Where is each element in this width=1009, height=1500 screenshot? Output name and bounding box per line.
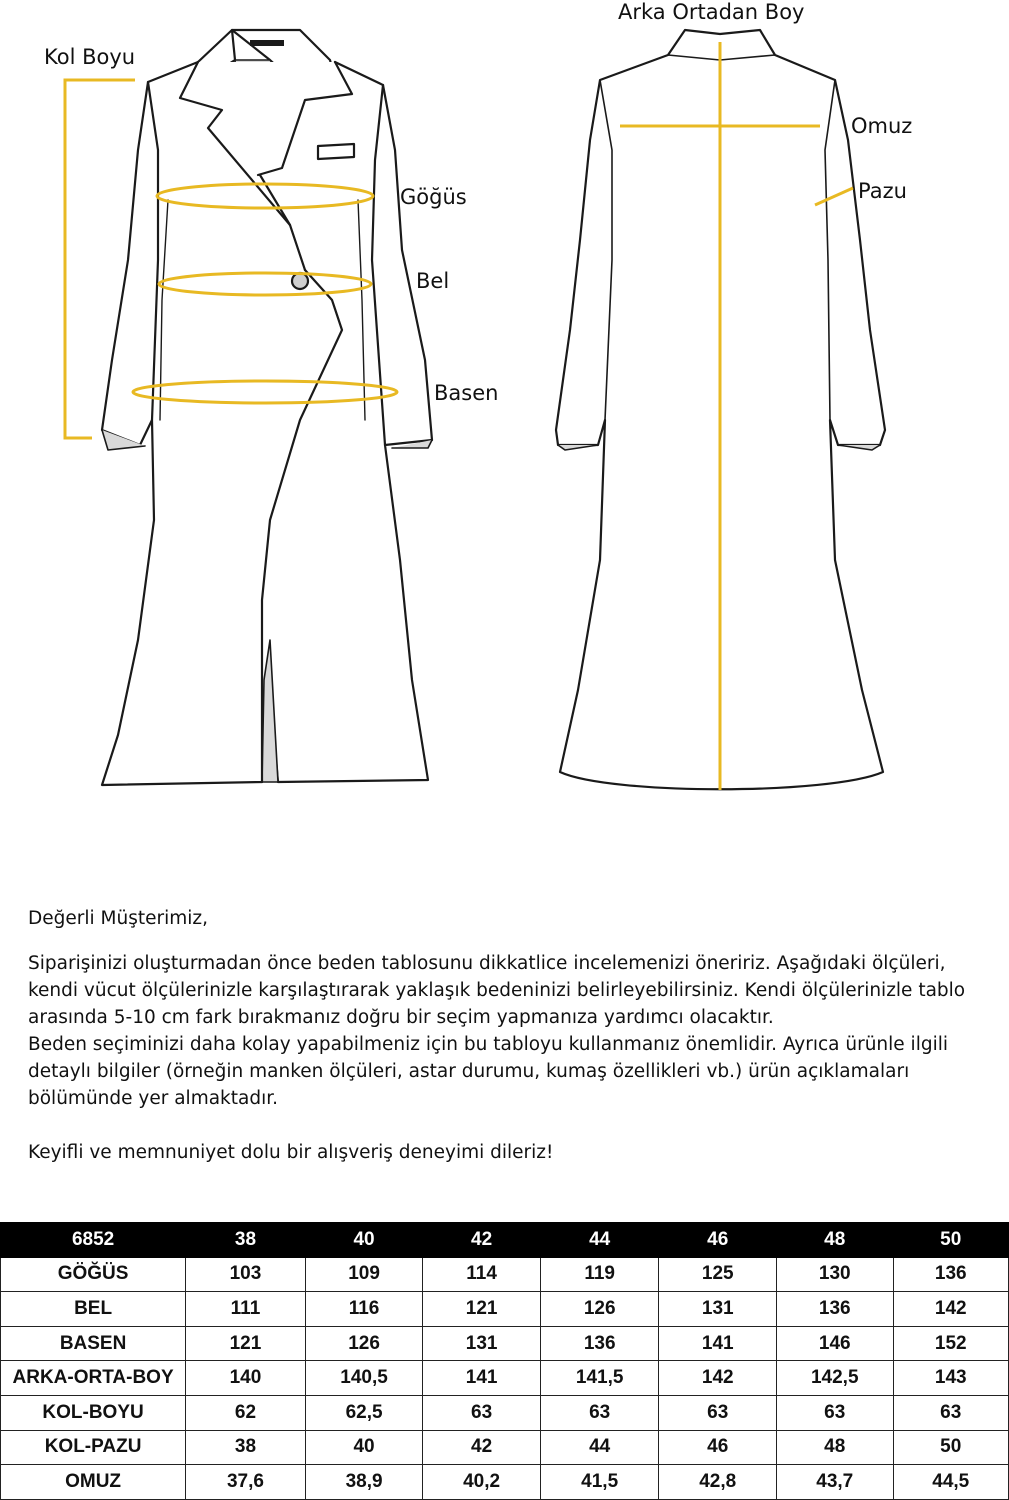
table-row xyxy=(1,1430,1009,1465)
table-cell: 111 xyxy=(186,1292,306,1327)
table-cell: 131 xyxy=(659,1292,777,1327)
size-chart-table xyxy=(0,1222,1009,1500)
table-cell: 126 xyxy=(305,1326,423,1361)
table-cell: 62 xyxy=(186,1395,306,1430)
row-label-cell: OMUZ xyxy=(1,1465,186,1500)
table-cell: 141 xyxy=(659,1326,777,1361)
header-cell: 42 xyxy=(423,1223,541,1258)
table-cell: 143 xyxy=(893,1361,1009,1396)
table-cell: 38,9 xyxy=(305,1465,423,1500)
table-cell: 44,5 xyxy=(893,1465,1009,1500)
table-header-row xyxy=(1,1223,1009,1258)
table-cell: 146 xyxy=(777,1326,894,1361)
table-cell: 48 xyxy=(777,1430,894,1465)
table-cell: 50 xyxy=(893,1430,1009,1465)
upper-arm-label: Pazu xyxy=(858,179,907,203)
shoulder-label: Omuz xyxy=(851,114,913,138)
row-label-cell: GÖĞÜS xyxy=(1,1257,186,1292)
table-cell: 142 xyxy=(659,1361,777,1396)
back-center-length-label: Arka Ortadan Boy xyxy=(618,0,805,24)
table-cell: 41,5 xyxy=(540,1465,659,1500)
table-cell: 136 xyxy=(777,1292,894,1327)
table-cell: 125 xyxy=(659,1257,777,1292)
header-cell: 44 xyxy=(540,1223,659,1258)
table-cell: 142 xyxy=(893,1292,1009,1327)
table-cell: 63 xyxy=(659,1395,777,1430)
table-cell: 42 xyxy=(423,1430,541,1465)
table-cell: 40,2 xyxy=(423,1465,541,1500)
advice-paragraph-2: Beden seçiminizi daha kolay yapabilmeniz için bu tabloyu kullanmanız önemlidir. Ayrıca ürünle ilgili detaylı bilgiler (örneğin manken ölçüleri, astar durumu, kumaş özellikleri vb.) ürün açıklamaları bölümünde yer almaktadır. xyxy=(28,1034,949,1109)
table-cell: 136 xyxy=(540,1326,659,1361)
header-cell: 40 xyxy=(305,1223,423,1258)
table-cell: 131 xyxy=(423,1326,541,1361)
waist-label: Bel xyxy=(416,269,450,293)
greeting-text: Değerli Müşterimiz, xyxy=(28,908,208,929)
table-cell: 136 xyxy=(893,1257,1009,1292)
table-cell: 46 xyxy=(659,1430,777,1465)
header-cell: 48 xyxy=(777,1223,894,1258)
sleeve-length-label: Kol Boyu xyxy=(44,45,136,69)
table-row xyxy=(1,1465,1009,1500)
row-label-cell: KOL-PAZU xyxy=(1,1430,186,1465)
row-label-cell: KOL-BOYU xyxy=(1,1395,186,1430)
table-cell: 141 xyxy=(423,1361,541,1396)
table-cell: 130 xyxy=(777,1257,894,1292)
chest-label: Göğüs xyxy=(400,185,467,209)
table-cell: 40 xyxy=(305,1430,423,1465)
table-cell: 103 xyxy=(186,1257,306,1292)
table-row xyxy=(1,1361,1009,1396)
table-cell: 63 xyxy=(893,1395,1009,1430)
closing-text: Keyifli ve memnuniyet dolu bir alışveriş deneyimi dileriz! xyxy=(28,1142,554,1163)
table-cell: 116 xyxy=(305,1292,423,1327)
table-row xyxy=(1,1395,1009,1430)
table-cell: 42,8 xyxy=(659,1465,777,1500)
table-cell: 142,5 xyxy=(777,1361,894,1396)
customer-note xyxy=(28,905,983,1166)
table-cell: 121 xyxy=(423,1292,541,1327)
table-cell: 121 xyxy=(186,1326,306,1361)
header-cell: 50 xyxy=(893,1223,1009,1258)
row-label-cell: BEL xyxy=(1,1292,186,1327)
table-cell: 44 xyxy=(540,1430,659,1465)
table-row xyxy=(1,1257,1009,1292)
table-cell: 38 xyxy=(186,1430,306,1465)
header-cell: 6852 xyxy=(1,1223,186,1258)
table-cell: 114 xyxy=(423,1257,541,1292)
table-row xyxy=(1,1326,1009,1361)
table-cell: 140 xyxy=(186,1361,306,1396)
table-cell: 37,6 xyxy=(186,1465,306,1500)
table-cell: 119 xyxy=(540,1257,659,1292)
advice-paragraph-1: Siparişinizi oluşturmadan önce beden tablosunu dikkatlice incelemenizi öneririz. Aşağıdaki ölçüleri, kendi vücut ölçülerinizle karşılaştırarak yaklaşık bedeninizi belirleyebilirsiniz. Kendi ölçülerinizle tablo arasında 5-10 cm fark bırakmanız doğru bir seçim yapmanıza yardımcı olacaktır. xyxy=(28,953,966,1028)
table-cell: 141,5 xyxy=(540,1361,659,1396)
header-cell: 38 xyxy=(186,1223,306,1258)
table-cell: 63 xyxy=(423,1395,541,1430)
table-cell: 126 xyxy=(540,1292,659,1327)
table-cell: 152 xyxy=(893,1326,1009,1361)
row-label-cell: ARKA-ORTA-BOY xyxy=(1,1361,186,1396)
table-cell: 140,5 xyxy=(305,1361,423,1396)
table-cell: 63 xyxy=(777,1395,894,1430)
table-cell: 109 xyxy=(305,1257,423,1292)
row-label-cell: BASEN xyxy=(1,1326,186,1361)
table-row xyxy=(1,1292,1009,1327)
front-coat-illustration xyxy=(102,30,432,785)
header-cell: 46 xyxy=(659,1223,777,1258)
table-cell: 43,7 xyxy=(777,1465,894,1500)
table-cell: 63 xyxy=(540,1395,659,1430)
hip-label: Basen xyxy=(434,381,499,405)
table-cell: 62,5 xyxy=(305,1395,423,1430)
